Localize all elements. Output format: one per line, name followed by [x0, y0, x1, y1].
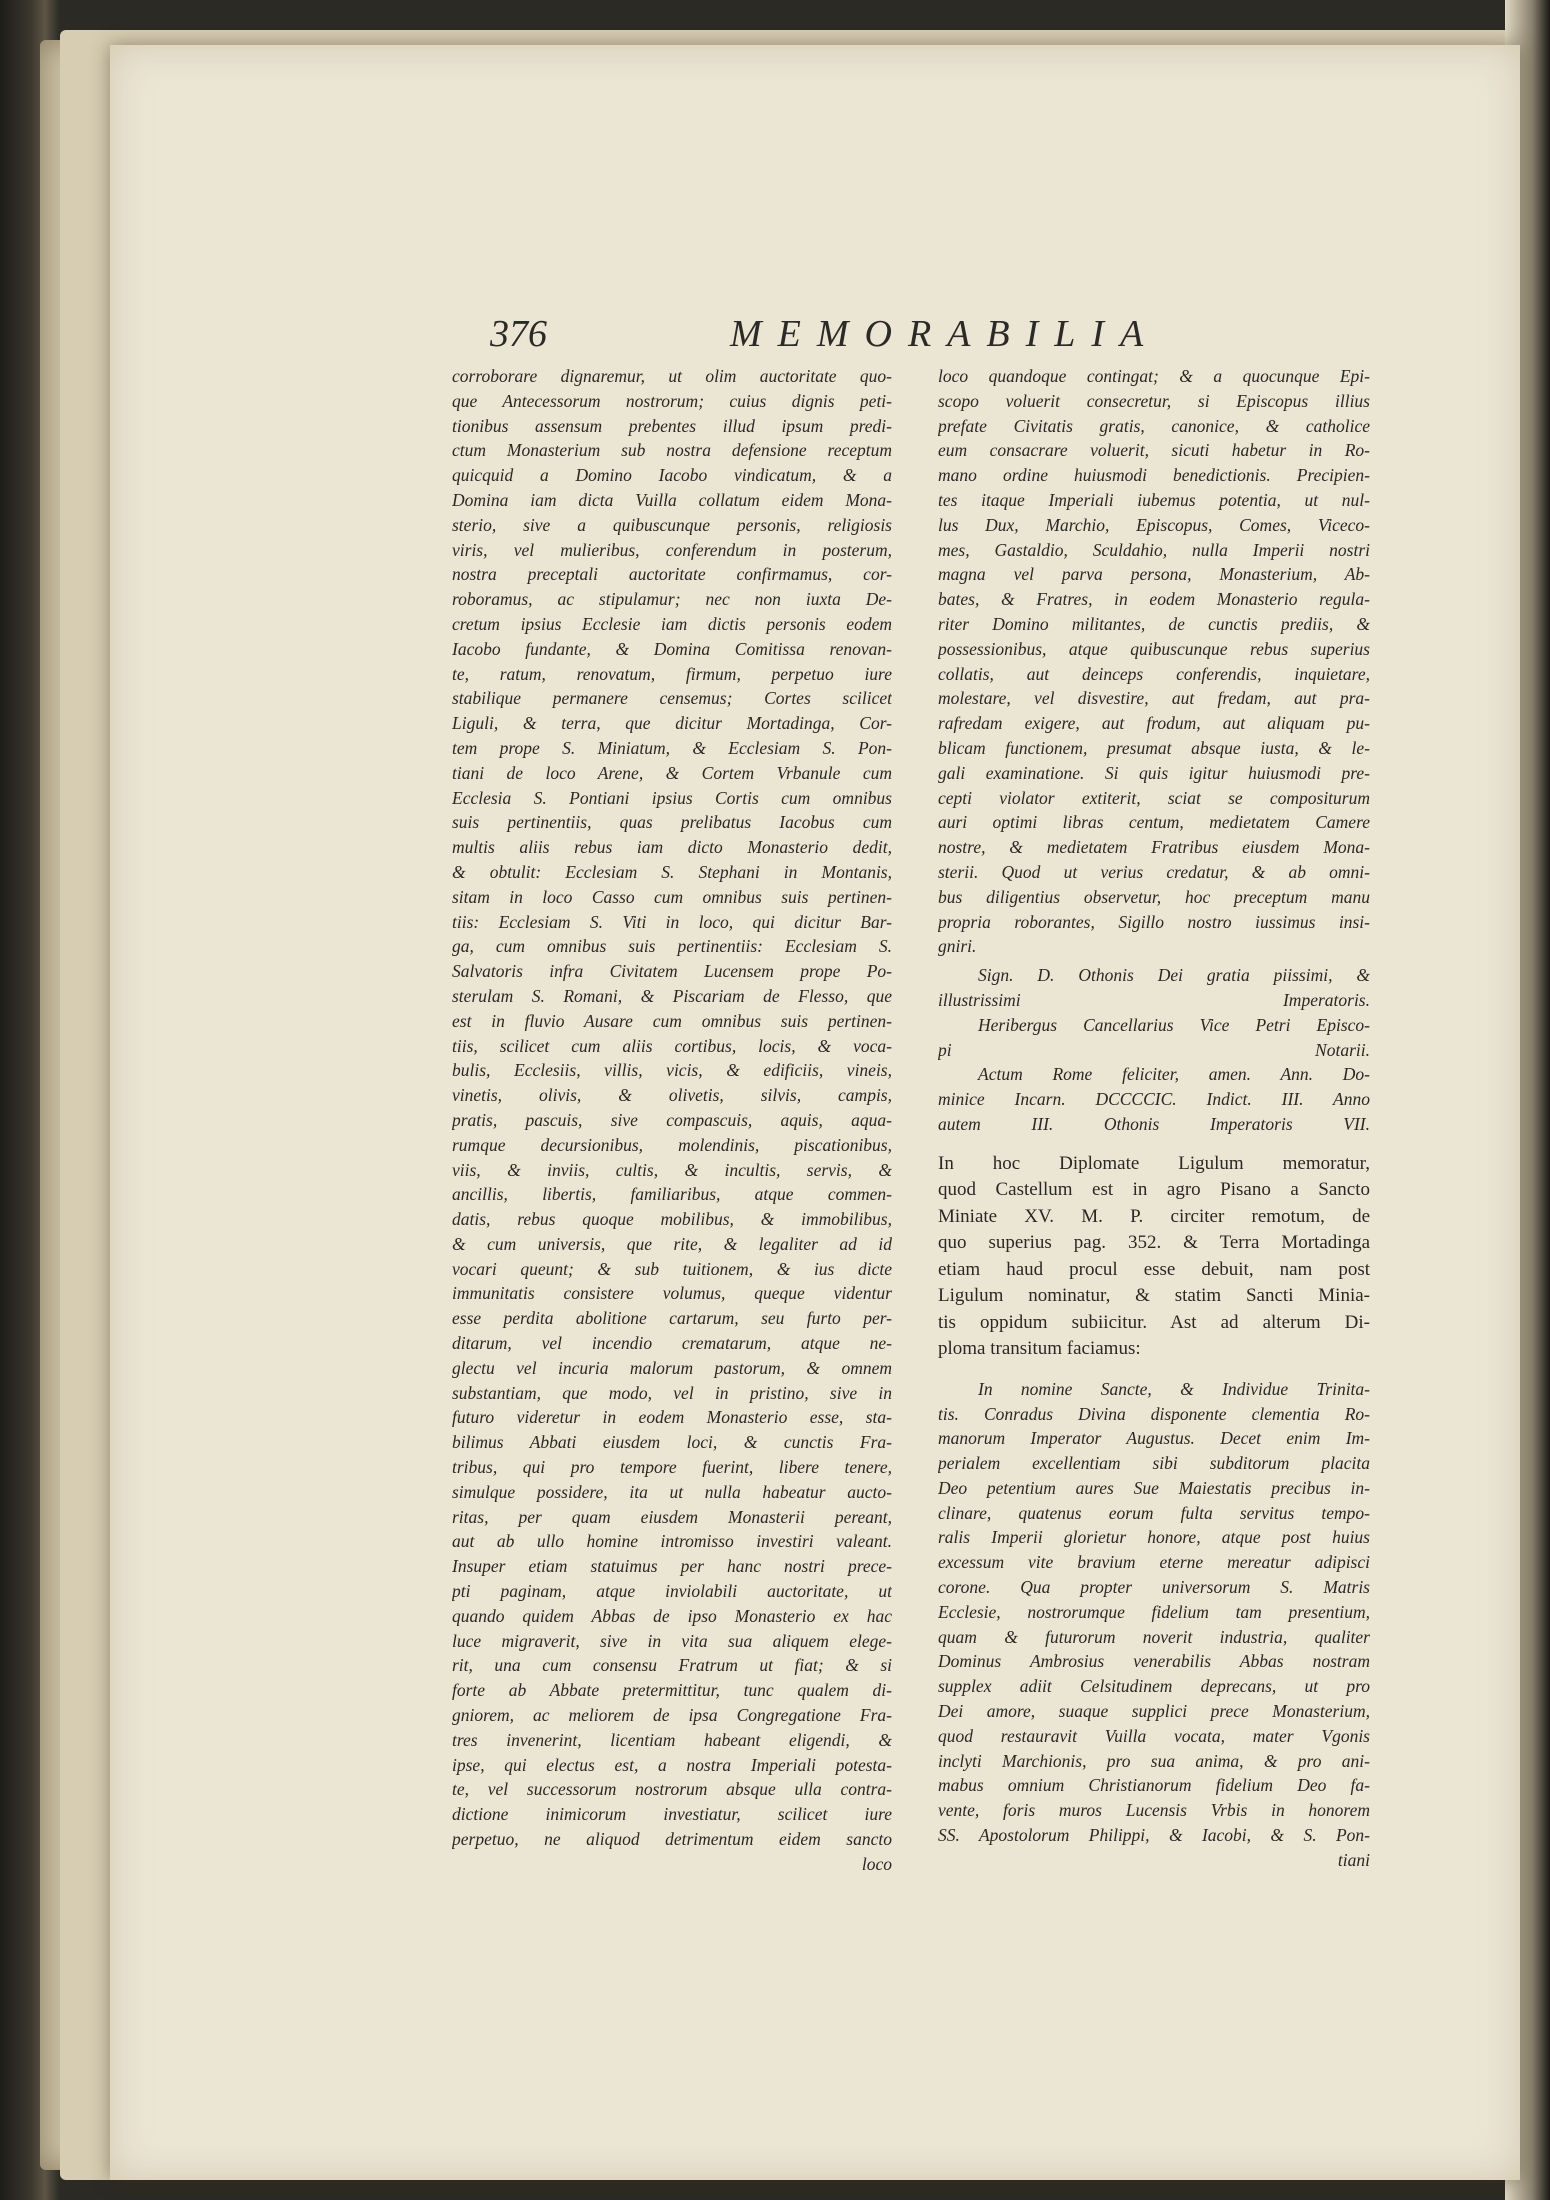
paragraph-gap — [938, 1363, 1370, 1377]
text-line: tem prope S. Miniatum, & Ecclesiam S. Pon- — [452, 737, 892, 758]
signature-line: pi Notarii. — [938, 1039, 1370, 1060]
text-line: Ecclesie, nostrorumque fidelium tam presentium, — [938, 1601, 1370, 1622]
text-line: viris, vel mulieribus, conferendum in posterum, — [452, 539, 892, 560]
text-line: propria roborantes, Sigillo nostro iussimus insi- — [938, 911, 1370, 932]
text-line: loco quandoque contingat; & a quocunque Epi- — [938, 366, 1370, 386]
text-line: mes, Gastaldio, Sculdahio, nulla Imperii nostri — [938, 539, 1370, 560]
commentary-line: quo superius pag. 352. & Terra Mortadinga — [938, 1232, 1370, 1254]
text-line: viis, & inviis, cultis, & incultis, servis, & — [452, 1159, 892, 1180]
text-line: prefate Civitatis gratis, canonice, & catholice — [938, 415, 1370, 436]
text-line: tribus, qui pro tempore fuerint, libere tenere, — [452, 1457, 892, 1478]
text-line: pti paginam, atque inviolabili auctoritate, ut — [452, 1581, 892, 1602]
commentary-line: etiam haud procul esse debuit, nam post — [938, 1258, 1370, 1280]
text-line: rit, una cum consensu Fratrum ut fiat; & si — [452, 1655, 892, 1676]
commentary-line: Ligulum nominatur, & statim Sancti Minia- — [938, 1285, 1370, 1307]
text-line: scopo voluerit consecretur, si Episcopus illius — [938, 390, 1370, 411]
text-line: esse perdita abolitione cartarum, seu furto per- — [452, 1308, 892, 1329]
text-line: vocari queunt; & sub tuitionem, & ius dicte — [452, 1258, 892, 1279]
text-line: tionibus assensum prebentes illud ipsum predi- — [452, 415, 892, 436]
text-line: ritas, per quam eiusdem Monasterii pereant, — [452, 1506, 892, 1527]
signature-line: autem III. Othonis Imperatoris VII. — [938, 1113, 1370, 1134]
text-line: perpetuo, ne aliquod detrimentum eidem sancto — [452, 1829, 892, 1850]
text-line: datis, rebus quoque mobilibus, & immobilibus, — [452, 1209, 892, 1230]
text-line: cretum ipsius Ecclesie iam dictis personis eodem — [452, 613, 892, 634]
text-line: eum consacrare voluerit, sicuti habetur in Ro- — [938, 440, 1370, 461]
text-line: vente, foris muros Lucensis Vrbis in honorem — [938, 1800, 1370, 1821]
text-line: bulis, Ecclesiis, villis, vicis, & edificiis, vineis, — [452, 1060, 892, 1081]
text-line: que Antecessorum nostrorum; cuius dignis peti- — [452, 390, 892, 411]
text-line: multis aliis rebus iam dicto Monasterio dedit, — [452, 837, 892, 858]
catchword: loco — [861, 1853, 892, 1874]
text-line: ga, cum omnibus suis pertinentiis: Ecclesiam S. — [452, 936, 892, 957]
text-line: ctum Monasterium sub nostra defensione receptum — [452, 440, 892, 461]
left-text-column — [452, 364, 892, 1884]
text-line: Insuper etiam statuimus per hanc nostri prece- — [452, 1556, 892, 1577]
text-line: ditarum, vel incendio crematarum, atque ne- — [452, 1333, 892, 1354]
text-line: molestare, vel disvestire, aut fredam, aut pra- — [938, 688, 1370, 709]
text-line: inclyti Marchionis, pro sua anima, & pro ani- — [938, 1750, 1370, 1771]
text-line: tes itaque Imperiali iubemus potentia, ut nul- — [938, 489, 1370, 510]
text-line: auri optimi libras centum, medietatem Camere — [938, 812, 1370, 833]
text-line: ralis Imperii glorietur honore, atque post huius — [938, 1527, 1370, 1548]
text-line: bilimus Abbati eiusdem loci, & cunctis Fra- — [452, 1432, 892, 1453]
text-line: tres invenerint, licentiam habeant eligendi, & — [452, 1729, 892, 1750]
text-line: est in fluvio Ausare cum omnibus suis pertinen- — [452, 1010, 892, 1031]
paragraph-gap — [938, 1137, 1370, 1151]
text-line: gniri. — [938, 936, 977, 957]
text-line: suis pertinentiis, quas prelibatus Iacobus cum — [452, 812, 892, 833]
text-line: stabilique permanere censemus; Cortes scilicet — [452, 688, 892, 709]
running-title: MEMORABILIA — [730, 313, 1160, 355]
text-line: supplex adiit Celsitudinem deprecans, ut pro — [938, 1676, 1370, 1697]
signature-line: illustrissimi Imperatoris. — [938, 989, 1370, 1010]
commentary-line: In hoc Diplomate Ligulum memoratur, — [938, 1152, 1370, 1174]
text-line: corone. Qua propter universorum S. Matris — [938, 1577, 1370, 1598]
text-line: tis. Conradus Divina disponente clementia Ro- — [938, 1403, 1370, 1424]
text-line: excessum vite bravium eterne mereatur adipisci — [938, 1552, 1370, 1573]
text-line: manorum Imperator Augustus. Decet enim Im- — [938, 1428, 1370, 1449]
text-line: futuro videretur in eodem Monasterio esse, sta- — [452, 1407, 892, 1428]
text-line: glectu vel incuria malorum pastorum, & omnem — [452, 1357, 892, 1378]
text-line: clinare, quatenus eorum fulta servitus tempo- — [938, 1502, 1370, 1523]
text-line: nostra preceptali auctoritate confirmamus, cor- — [452, 564, 892, 585]
text-line: tiani de loco Arene, & Cortem Vrbanule cum — [452, 762, 892, 783]
commentary-line: quod Castellum est in agro Pisano a Sancto — [938, 1179, 1370, 1201]
text-line: bates, & Fratres, in eodem Monasterio regula- — [938, 589, 1370, 610]
text-line: rumque decursionibus, molendinis, piscationibus, — [452, 1134, 892, 1155]
page-number: 376 — [490, 313, 547, 355]
text-line: Salvatoris infra Civitatem Lucensem prope Po- — [452, 961, 892, 982]
text-line: sterulam S. Romani, & Piscariam de Flesso, que — [452, 985, 892, 1006]
commentary-line: ploma transitum faciamus: — [938, 1338, 1141, 1360]
text-line: te, vel successorum nostrorum absque ulla contra- — [452, 1779, 892, 1800]
text-line: vinetis, olivis, & olivetis, silvis, campis, — [452, 1085, 892, 1106]
text-line: tiis: Ecclesiam S. Viti in loco, qui dicitur Bar- — [452, 911, 892, 932]
text-line: collatis, aut deinceps conferendis, inquietare, — [938, 663, 1370, 684]
text-line: te, ratum, renovatum, firmum, perpetuo iure — [452, 663, 892, 684]
text-line: Liguli, & terra, que dicitur Mortadinga, Cor- — [452, 713, 892, 734]
text-line: riter Domino militantes, de cunctis prediis, & — [938, 613, 1370, 634]
text-line: gniorem, ac meliorem de ipsa Congregatione Fra- — [452, 1705, 892, 1726]
text-line: & cum universis, que rite, & legaliter ad id — [452, 1233, 892, 1254]
text-line: rafredam exigere, aut frodum, aut aliquam pu- — [938, 713, 1370, 734]
text-line: quam & futurorum noverit industria, qualiter — [938, 1626, 1370, 1647]
text-line: tiis, scilicet cum aliis cortibus, locis, & voca- — [452, 1035, 892, 1056]
text-line: In nomine Sancte, & Individue Trinita- — [978, 1378, 1370, 1399]
text-line: ipse, qui electus est, a nostra Imperiali potesta- — [452, 1754, 892, 1775]
text-line: dictione inimicorum investiatur, scilicet iure — [452, 1804, 892, 1825]
text-line: gali examinatione. Si quis igitur huiusmodi pre- — [938, 762, 1370, 783]
text-line: lus Dux, Marchio, Episcopus, Comes, Viceco- — [938, 514, 1370, 535]
text-line: nostre, & medietatem Fratribus eiusdem Mona- — [938, 837, 1370, 858]
text-line: sitam in loco Casso cum omnibus suis pertinen- — [452, 886, 892, 907]
signature-line: Heribergus Cancellarius Vice Petri Episco- — [978, 1014, 1370, 1035]
text-line: ancillis, libertis, familiaribus, atque commen- — [452, 1184, 892, 1205]
text-line: immunitatis consistere volumus, queque videntur — [452, 1283, 892, 1304]
text-line: Ecclesia S. Pontiani ipsius Cortis cum omnibus — [452, 787, 892, 808]
commentary-line: Miniate XV. M. P. circiter remotum, de — [938, 1205, 1370, 1227]
text-line: cepti violator extiterit, sciat se compositurum — [938, 787, 1370, 808]
text-line: perialem excellentiam sibi subditorum placita — [938, 1453, 1370, 1474]
text-line: mano ordine huiusmodi benedictionis. Precipien- — [938, 465, 1370, 486]
text-line: substantiam, que modo, vel in pristino, sive in — [452, 1382, 892, 1403]
text-line: aut ab ullo homine intromisso investiri valeant. — [452, 1531, 892, 1552]
text-line: blicam functionem, presumat absque iusta, & le- — [938, 737, 1370, 758]
text-line: sterio, sive a quibuscunque personis, religiosis — [452, 514, 892, 535]
text-line: simulque possidere, ita ut nulla habeatur aucto- — [452, 1481, 892, 1502]
catchword: tiani — [1337, 1849, 1370, 1870]
text-line: quando quidem Abbas de ipso Monasterio ex hac — [452, 1605, 892, 1626]
text-line: quicquid a Domino Iacobo vindicatum, & a — [452, 465, 892, 486]
text-line: Dei amore, suaque supplici prece Monasterium, — [938, 1701, 1370, 1722]
signature-line: Sign. D. Othonis Dei gratia piissimi, & — [978, 965, 1370, 986]
text-line: forte ab Abbate pretermittitur, tunc qualem di- — [452, 1680, 892, 1701]
signature-line: minice Incarn. DCCCCIC. Indict. III. Anno — [938, 1089, 1370, 1110]
text-line: Dominus Ambrosius venerabilis Abbas nostram — [938, 1651, 1370, 1672]
text-line: Deo petentium aures Sue Maiestatis precibus in- — [938, 1477, 1370, 1498]
text-line: luce migraverit, sive in vita sua aliquem elege- — [452, 1630, 892, 1651]
text-line: sterii. Quod ut verius credatur, & ab omni- — [938, 861, 1370, 882]
text-line: corroborare dignaremur, ut olim auctoritate quo- — [452, 366, 892, 386]
page-header — [490, 300, 1550, 360]
text-line: bus diligentius observetur, hoc preceptum manu — [938, 886, 1370, 907]
commentary-line: tis oppidum subiicitur. Ast ad alterum Di- — [938, 1311, 1370, 1333]
text-line: roboramus, ac stipulamur; nec non iuxta De- — [452, 589, 892, 610]
signature-line: Actum Rome feliciter, amen. Ann. Do- — [978, 1064, 1370, 1085]
text-line: quod restauravit Vuilla vocata, mater Vgonis — [938, 1725, 1370, 1746]
text-line: magna vel parva persona, Monasterium, Ab- — [938, 564, 1370, 585]
text-line: SS. Apostolorum Philippi, & Iacobi, & S. Pon- — [938, 1825, 1370, 1846]
text-line: pratis, pascuis, sive compascuis, aquis, aqua- — [452, 1109, 892, 1130]
text-line: Iacobo fundante, & Domina Comitissa renovan- — [452, 638, 892, 659]
text-line: possessionibus, atque quibuscunque rebus superius — [938, 638, 1370, 659]
right-text-column — [938, 364, 1370, 1884]
text-line: Domina iam dicta Vuilla collatum eidem Mona- — [452, 489, 892, 510]
text-line: & obtulit: Ecclesiam S. Stephani in Montanis, — [452, 861, 892, 882]
text-line: mabus omnium Christianorum fidelium Deo fa- — [938, 1775, 1370, 1796]
